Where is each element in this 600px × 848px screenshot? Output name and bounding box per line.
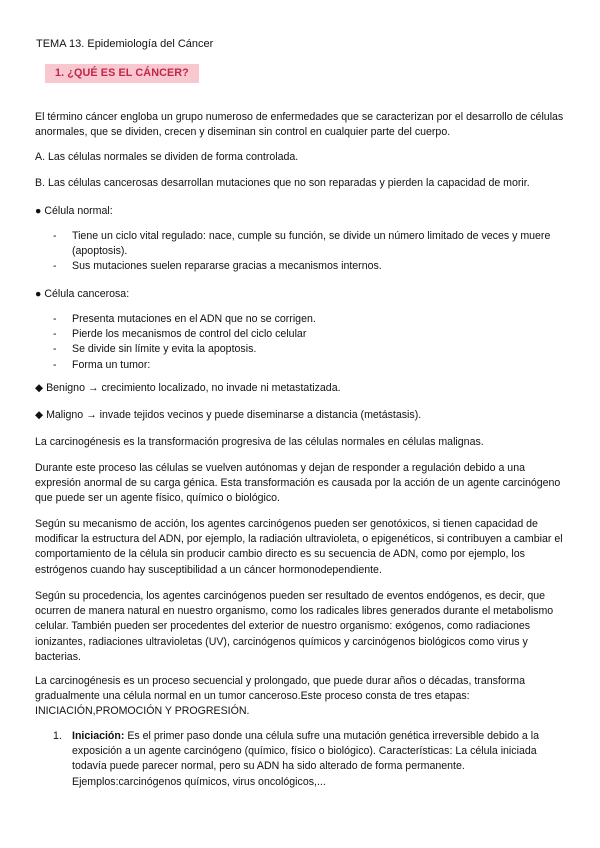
list-item: - Tiene un ciclo vital regulado: nace, cumple su función, se divide un número limitado de veces y muere (apoptosis). xyxy=(53,230,551,258)
list-item: - Forma un tumor: xyxy=(53,358,151,371)
section-heading: 1. ¿QUÉ ES EL CÁNCER? xyxy=(45,64,199,83)
stage-initiation xyxy=(53,729,563,790)
list-item: - Sus mutaciones suelen repararse gracias a mecanismos internos. xyxy=(53,260,382,273)
process-paragraph: Durante este proceso las células se vuelven autónomas y dejan de responder a regulación debido a una expresión anormal de su carga génica. Esta transformación es causada por la acción de un agente carcinógeno que puede ser un agente físico, químico o biológico. xyxy=(35,462,561,505)
malignant-line: ◆ Maligno → invade tejidos vecinos y puede diseminarse a distancia (metástasis). xyxy=(35,409,422,421)
point-a: A. Las células normales se dividen de forma controlada. xyxy=(35,151,299,163)
cancer-cell-heading: ● Célula cancerosa: xyxy=(35,288,130,300)
normal-cell-heading: ● Célula normal: xyxy=(35,205,113,217)
benign-line: ◆ Benigno → crecimiento localizado, no invade ni metastatizada. xyxy=(35,382,341,394)
stage-text: Es el primer paso donde una célula sufre una mutación genética irreversible debido a la exposición a un agente carcinógeno (químico, físico o biológico). Características: La célula iniciada todavía puede parecer normal, pero su ADN ha sido alterado de forma permanente. Ejemplos:carcinógenos químicos, virus oncológicos,... xyxy=(72,730,539,788)
document-title: TEMA 13. Epidemiología del Cáncer xyxy=(36,38,214,50)
normal-cell-list xyxy=(53,229,563,275)
stage-label: Iniciación: xyxy=(72,730,125,742)
point-b: B. Las células cancerosas desarrollan mutaciones que no son reparadas y pierden la capacidad de morir. xyxy=(35,177,530,189)
stage-number: 1. xyxy=(53,730,62,742)
list-item: - Presenta mutaciones en el ADN que no se corrigen. xyxy=(53,313,316,325)
carcinogenesis-definition: La carcinogénesis es la transformación progresiva de las células normales en células malignas. xyxy=(35,436,484,448)
cancer-cell-list xyxy=(53,312,563,373)
stages-paragraph: La carcinogénesis es un proceso secuencial y prolongado, que puede durar años o décadas, transforma gradualmente una célula normal en un tumor canceroso.Este proceso consta de tres etapas: INICIACIÓN,PROMOCIÓN Y PROGRESIÓN. xyxy=(35,675,525,718)
mechanism-paragraph: Según su mecanismo de acción, los agentes carcinógenos pueden ser genotóxicos, si tienen capacidad de modificar la estructura del ADN, por ejemplo, la radiación ultravioleta, o epigenéticos, si contribuyen a cambiar el comportamiento de la célula sin producir cambio directo es su secuencia de ADN, como por ejemplo, los estrógenos cuando hay susceptibilidad a un cáncer hormonodependiente. xyxy=(35,518,563,576)
origin-paragraph: Según su procedencia, los agentes carcinógenos pueden ser resultado de eventos endógenos, es decir, que ocurren de manera natural en nuestro organismo, como los radicales libres generados durante el metabolismo celular. También pueden ser procedentes del exterior de nuestro organismo: exógenos, como radiaciones ionizantes, radiaciones ultravioletas (UV), carcinógenos químicos y carcinógenos biológicos como virus y bacterias. xyxy=(35,590,554,663)
list-item: - Pierde los mecanismos de control del ciclo celular xyxy=(53,328,307,341)
intro-paragraph: El término cáncer engloba un grupo numeroso de enfermedades que se caracterizan por el desarrollo de células anormales, que se dividen, crecen y diseminan sin control en cualquier parte del cuerpo. xyxy=(35,111,564,139)
list-item: - Se divide sin límite y evita la apoptosis. xyxy=(53,343,257,356)
